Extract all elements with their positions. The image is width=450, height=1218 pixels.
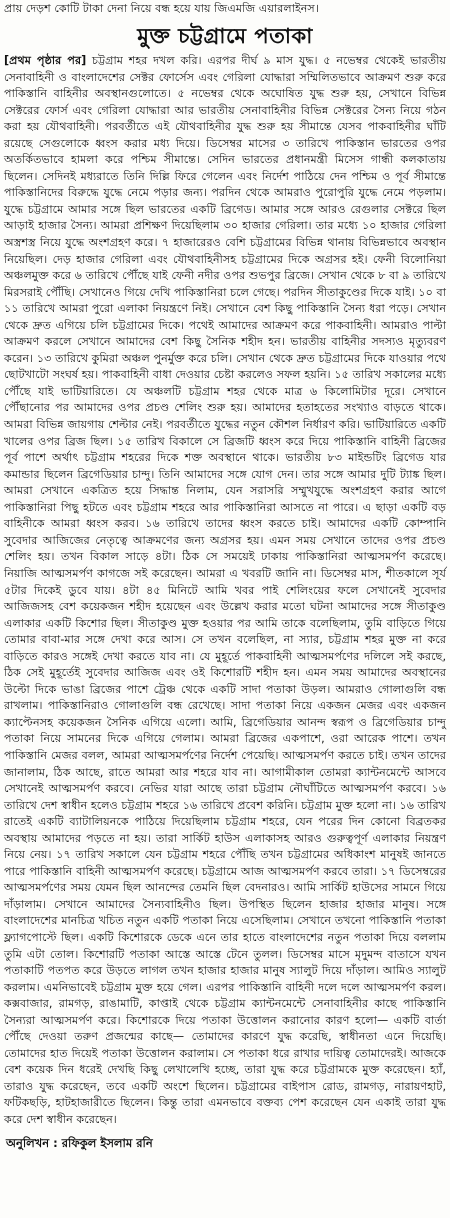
article-headline: মুক্ত চট্টগ্রামে পতাকা	[137, 24, 313, 48]
article-text: চট্টগ্রাম শহর দখল করি। এরপর দীর্ঘ ৯ মাস যুদ্ধ। ৫ নভেম্বর থেকেই ভারতীয় সেনাবাহিনী ও বাংলাদেশের সেক্টর ফোর্সেস এবং গেরিলা যোদ্ধারা সম্মিলিতভাবে আক্রমণ শুরু করে পাকিস্তানি বাহিনীর অবস্থানগুলোতে। ৫ নভেম্বর থেকে অঘোষিত যুদ্ধ শুরু হয়, সেখানে বিভিন্ন সেক্টরের ফোর্স এবং গেরিলা যোদ্ধারা আর ভারতীয় সেনাবাহিনীর বিভিন্ন সেক্টরের সৈন্য নিয়ে গঠন করা হয় যৌথবাহিনী। পরবর্তীতে এই যৌথবাহিনীর যুদ্ধ শুরু হয় সীমান্তে যেসব পাকবাহিনীর ঘাঁটি রয়েছে সেগুলোকে ধ্বংস করার মধ্য দিয়ে। ডিসেম্বর মাসের ৩ তারিখে পাকিস্তান ভারতের ওপর অতর্কিতভাবে হামলা করে পশ্চিম সীমান্তে। সেদিন ভারতের প্রধানমন্ত্রী মিসেস গান্ধী কলকাতায় ছিলেন। সেদিনই মধ্যরাতে তিনি দিল্লি ফিরে গেলেন এবং নির্দেশ পাঠিয়ে দেন পশ্চিম ও পূর্ব সীমান্তে পাকিস্তানিদের বিরুদ্ধে যুদ্ধে নেমে পড়ার জন্য। পরদিন থেকে আমরাও পুরোপুরি যুদ্ধে নেমে পড়লাম। যুদ্ধে চট্টগ্রামে আমার সঙ্গে ছিল ভারতের একটি ব্রিগেড। আমার সঙ্গে আরও রেগুলার সেক্টরে ছিল আড়াই হাজার সৈন্য। আমরা প্রশিক্ষণ দিয়েছিলাম ৩০ হাজার গেরিলা। তার মধ্যে ১০ হাজার গেরিলা অস্ত্রশস্ত্র নিয়ে যুদ্ধে অংশগ্রহণ করে। ৭ হাজারেরও বেশি চট্টগ্রামের বিভিন্ন থানায় বিভিন্নভাবে অবস্থান নিয়েছিল। দেড় হাজার গেরিলা এবং যৌথবাহিনীসহ চট্টগ্রামের দিকে অগ্রসর হই। ফেনী বিলোনিয়া অঞ্চলমুক্ত করে ৬ তারিখে পৌঁছে যাই ফেনী নদীর ওপর শুভপুর ব্রিজে। সেখান থেকে ৮ বা ৯ তারিখে মিরসরাই পৌঁছি। সেখানেও গিয়ে দেখি পাকিস্তানিরা চলে গেছে। পরদিন সীতাকুণ্ডের দিকে যাই। ১০ বা ১১ তারিখে আমরা পুরো এলাকা নিয়ন্ত্রণে নিই। সেখানে বেশ কিছু পাকিস্তানি সৈন্য ধরা পড়ে। সেখান থেকে দ্রুত এগিয়ে চলি চট্টগ্রামের দিকে। পথেই আমাদের আক্রমণ করে পাকবাহিনী। আমরাও পাল্টা আক্রমণ করলে সেখানে আমাদের বেশ কিছু সৈনিক শহীদ হন। ভারতীয় বাহিনীর সদস্যও মৃত্যুবরণ করেন। ১৩ তারিখে কুমিরা অঞ্চল পুনর্মুক্ত করে চলি। সেখান থেকে দ্রুত চট্টগ্রামের দিকে যাওয়ার পথে ছোটখাটো সংঘর্ষ হয়। পাকবাহিনী বাধা দেওয়ার চেষ্টা করলেও সফল হয়নি। ১৫ তারিখ সকালের মধ্যে পৌঁছে যাই ভাটিয়ারিতে। যে অঞ্চলটি চট্টগ্রাম শহর থেকে মাত্র ৬ কিলোমিটার দূরে। সেখানে পৌঁছানোর পর আমাদের ওপর প্রচণ্ড শেলিং শুরু হয়। আমাদের হতাহতের সংখ্যাও বাড়তে থাকে। আমরা বিভিন্ন জায়গায় শেল্টার নেই। পরবর্তীতে যুদ্ধের নতুন কৌশল নির্ধারণ করি। ভাটিয়ারিতে একটি খালের ওপর ব্রিজ ছিল। ১৫ তারিখ বিকালে সে ব্রিজটি ধ্বংস করে দিয়ে পাকিস্তানি বাহিনী ব্রিজের পূর্ব পাশে অর্থাৎ চট্টগ্রাম শহরের দিকে শক্ত অবস্থানে থাকে। ভারতীয় ৮৩ মাইন্ডটিং ব্রিগেড যার কমান্ডার ছিলেন ব্রিগেডিয়ার চান্দু। তিনি আমাদের সঙ্গে যোগ দেন। তার সঙ্গে আমার দুটি ট্যাঙ্ক ছিল। আমরা সেখানে একত্রিত হয়ে সিদ্ধান্ত নিলাম, যেন সরাসরি সম্মুখযুদ্ধে অংশগ্রহণ করার আগে পাকিস্তানিরা পিছু হটতে এবং চট্টগ্রাম শহরে আর পাকিস্তানিরা আসতে না পারে। এ ছাড়া একটি বড় বাহিনীকে আমরা ধ্বংস করব। ১৬ তারিখে তাদের ধ্বংস করতে চাই। আমাদের একটি কোম্পানি সুবেদার আজিজের নেতৃত্বে আক্রমণের জন্য অগ্রসর হয়। এমন সময় সেখানে তাদের ওপর প্রচণ্ড শেলিং হয়। তখন বিকাল সাড়ে ৪টা। ঠিক সে সময়েই ঢাকায় পাকিস্তানিরা আত্মসমর্পণ করেছে। নিয়াজি আত্মসমর্পণ কাগজে সই করেছেন। আমরা এ খবরটি জানি না। ডিসেম্বর মাস, শীতকালে সূর্য ৫টার দিকেই ডুবে যায়। ৪টা ৪৫ মিনিটে আমি খবর পাই শেলিংয়ের ফলে সেখানেই সুবেদার আজিজসহ বেশ কয়েকজন শহীদ হয়েছেন এবং উল্লেখ করার মতো ঘটনা আমাদের সঙ্গে সীতাকুণ্ড এলাকার একটি কিশোর ছিল। সীতাকুণ্ড মুক্ত হওয়ার পর আমি তাকে বলেছিলাম, তুমি বাড়িতে গিয়ে তোমার বাবা-মার সঙ্গে দেখা করে আস। সে তখন বলেছিল, না স্যার, চট্টগ্রাম শহর মুক্ত না করে বাড়িতে কারও সঙ্গেই দেখা করতে যাব না। যে মুহূর্তে পাকবাহিনী আত্মসমর্পণের দলিলে সই করছে, ঠিক সেই মুহূর্তেই সুবেদার আজিজ এবং ওই কিশোরটি শহীদ হন। এমন সময় আমাদের অবস্থানের উল্টো দিকে ভাঙা ব্রিজের পাশে ট্রেঞ্চ থেকে একটি সাদা পতাকা উড়ল। আমরাও গোলাগুলি বন্ধ রাখলাম। পাকিস্তানিরাও গোলাগুলি বন্ধ রেখেছে। সাদা পতাকা নিয়ে একজন মেজর এবং একজন ক্যাপ্টেনসহ কয়েকজন সৈনিক এগিয়ে এলো। আমি, ব্রিগেডিয়ার আনন্দ স্বরূপ ও ব্রিগেডিয়ার চান্দু পতাকা নিয়ে সামনের দিকে এগিয়ে গেলাম। আমরা ব্রিজের একপাশে, ওরা আরেক পাশে। তখন পাকিস্তানি মেজর বলল, আমরা আত্মসমর্পণের নির্দেশ পেয়েছি। আত্মসমর্পণ করতে চাই। তখন তাদের জানালাম, ঠিক আছে, রাতে আমরা আর শহরে যাব না। আগামীকাল তোমরা ক্যান্টনমেন্টে আসবে সেখানেই আত্মসমর্পণ করবে। নেভির যারা আছে তারা চট্টগ্রাম নৌঘাঁটিতে আত্মসমর্পণ করবে। ১৬ তারিখে দেশ স্বাধীন হলেও চট্টগ্রাম শহরে ১৬ তারিখে প্রবেশ করিনি। চট্টগ্রাম মুক্ত হলো না। ১৬ তারিখ রাতেই একটি ব্যাটালিয়নকে পাঠিয়ে দিয়েছিলাম চট্টগ্রাম শহরে, যেন পরের দিন কোনো বিব্রতকর অবস্থায় আমাদের পড়তে না হয়। তারা সার্কিট হাউস এলাকাসহ আরও গুরুত্বপূর্ণ এলাকার নিয়ন্ত্রণ নিয়ে নেয়। ১৭ তারিখ সকালে যেন চট্টগ্রাম শহরে পৌঁছি তখন চট্টগ্রামের অধিকাংশ মানুষই জানতে পারে পাকিস্তানি বাহিনী আত্মসমর্পণ করেছে। চট্টগ্রামে আজ আত্মসমর্পণ করবে তারা। ১৭ ডিসেম্বরের আত্মসমর্পণের সময় যেমন ছিল আনন্দের তেমনি ছিল বেদনারও। আমি সার্কিট হাউসের সামনে গিয়ে দাঁড়ালাম। সেখানে আমাদের সৈন্যবাহিনীও ছিল। উপস্থিত ছিলেন হাজার হাজার মানুষ। সঙ্গে বাংলাদেশের মানচিত্র খচিত নতুন একটি পতাকা নিয়ে এসেছিলাম। সেখানে তখনো পাকিস্তানি পতাকা ফ্ল্যাগপোস্টে ছিল। একটি কিশোরকে ডেকে এনে তার হাতে বাংলাদেশের নতুন পতাকা দিয়ে বললাম তুমি এটা তোল। কিশোরটি পতাকা আস্তে আস্তে টেনে তুলল। ডিসেম্বর মাসে মৃদুমন্দ বাতাসে যখন পতাকাটি পতপত করে উড়তে লাগল তখন হাজার হাজার মানুষ স্যালুট দিয়ে দাঁড়াল। আমিও স্যালুট করলাম। এমনিভাবেই চট্টগ্রাম মুক্ত হয়ে গেল। এরপর পাকিস্তানি বাহিনী দলে দলে আত্মসমর্পণ করল। কক্সবাজার, রামগড়, রাঙামাটি, কাপ্তাই থেকে চট্টগ্রাম ক্যান্টনমেন্টে সেনাবাহিনীর কাছে পাকিস্তানি সৈন্যরা আত্মসমর্পণ করে। কিশোরকে দিয়ে পতাকা উত্তোলন করানোর কারণ হলো— একটি বার্তা পৌঁছে দেওয়া তরুণ প্রজন্মের কাছে— তোমাদের কারণে যুদ্ধ করেছি, স্বাধীনতা এনে দিয়েছি। তোমাদের হাত দিয়েই পতাকা উত্তোলন করালাম। সে পতাকা ধরে রাখার দায়িত্ব তোমাদেরই। আজকে বেশ কয়েক দিন ধরেই দেখছি কিছু লেখালেখি হচ্ছে, তারা যুদ্ধ করে চট্টগ্রামকে মুক্ত করেছেন। হ্যাঁ, তারাও যুদ্ধ করেছেন, তবে একটি অংশে ছিলেন। চট্টগ্রামের বাইপাস রোড, রামগড়, নারায়ণহাট, ফটিকছড়ি, হাটহাজারীতে ছিলেন। কিন্তু তারা এমনভাবে বক্তব্য পেশ করেছেন যেন একাই তারা যুদ্ধ করে দেশ স্বাধীন করেছেন।	[4, 54, 446, 1126]
article-body	[0, 53, 450, 1129]
previous-article-tail: প্রায় দেড়শ কোটি টাকা দেনা নিয়ে বন্ধ হয়ে যায় জিএমজি এয়ারলাইনস।	[4, 2, 319, 15]
transcription-credit: অনুলিখন : রফিকুল ইসলাম রনি	[6, 1135, 153, 1150]
continuation-kicker: [প্রথম পৃষ্ঠার পর]	[4, 54, 87, 67]
